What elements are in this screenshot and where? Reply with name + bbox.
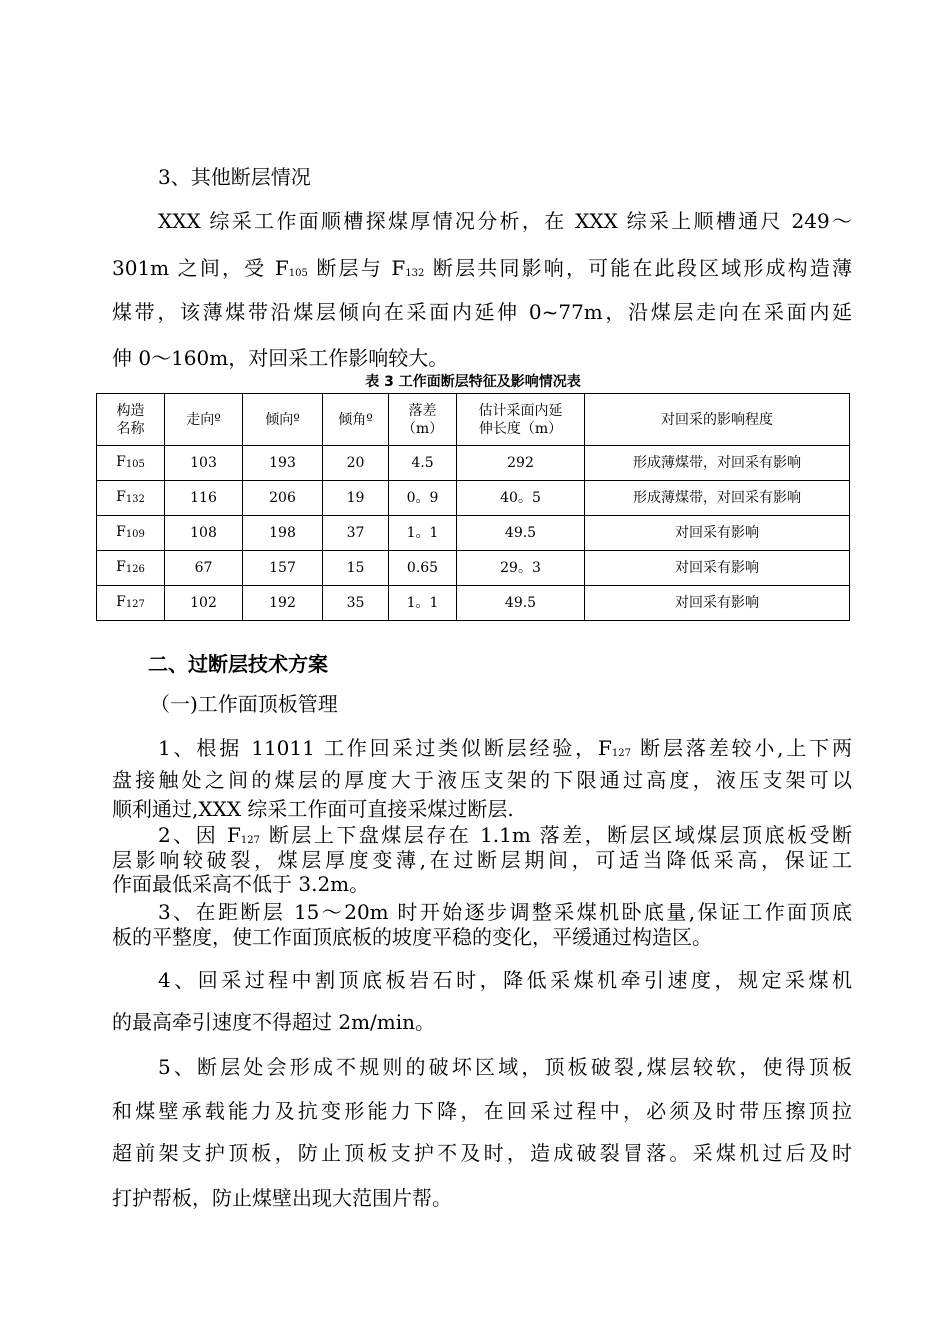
subscript: 127 xyxy=(240,835,260,846)
impact-cell: 对回采有影响 xyxy=(585,586,850,621)
fault-name-cell: F132 xyxy=(97,481,165,516)
para-line: 顺利通过,XXX 综采工作面可直接采煤过断层. xyxy=(112,797,514,821)
para-line: 伸 0～160m，对回采工作影响较大。 xyxy=(112,346,449,370)
subscript: 105 xyxy=(288,268,308,279)
table-header-row xyxy=(97,394,850,446)
dip-angle-cell: 37 xyxy=(323,516,389,551)
extent-cell: 49.5 xyxy=(457,516,585,551)
column-header: 构造 名称 xyxy=(97,394,165,446)
para-line xyxy=(158,736,852,760)
dip-direction-cell: 157 xyxy=(243,551,323,586)
text-run: 1、根据 11011 工作回采过类似断层经验，F xyxy=(158,736,612,760)
throw-cell: 0.65 xyxy=(389,551,457,586)
throw-cell: 1。1 xyxy=(389,586,457,621)
fault-table xyxy=(96,393,850,621)
dip-direction-cell: 193 xyxy=(243,446,323,481)
para-line: 打护帮板，防止煤壁出现大范围片帮。 xyxy=(112,1186,452,1210)
fault-name-cell: F126 xyxy=(97,551,165,586)
column-header: 对回采的影响程度 xyxy=(585,394,850,446)
table-caption: 表 3 工作面断层特征及影响情况表 xyxy=(365,374,581,390)
table-row xyxy=(97,551,850,586)
fault-name-cell: F127 xyxy=(97,586,165,621)
extent-cell: 49.5 xyxy=(457,586,585,621)
column-header: 估计采面内延 伸长度（m） xyxy=(457,394,585,446)
strike-cell: 116 xyxy=(165,481,243,516)
para-line: 的最高牵引速度不得超过 2m/min。 xyxy=(112,1010,436,1034)
table-row xyxy=(97,446,850,481)
throw-cell: 1。1 xyxy=(389,516,457,551)
column-header: 倾向º xyxy=(243,394,323,446)
para-line xyxy=(158,823,852,847)
para-line: 5、断层处会形成不规则的破坏区域，顶板破裂,煤层较软，使得顶板 xyxy=(158,1055,852,1079)
extent-cell: 40。5 xyxy=(457,481,585,516)
para-line: 板的平整度，使工作面顶底板的坡度平稳的变化，平缓通过构造区。 xyxy=(112,925,712,949)
text-run: 301m 之间，受 F xyxy=(112,256,289,280)
column-header: 走向º xyxy=(165,394,243,446)
dip-direction-cell: 206 xyxy=(243,481,323,516)
strike-cell: 67 xyxy=(165,551,243,586)
section-heading-2: 二、过断层技术方案 xyxy=(148,652,328,676)
table-row xyxy=(97,586,850,621)
impact-cell: 形成薄煤带，对回采有影响 xyxy=(585,446,850,481)
column-header: 落差 （m） xyxy=(389,394,457,446)
dip-angle-cell: 15 xyxy=(323,551,389,586)
subscript: 127 xyxy=(611,748,631,759)
dip-direction-cell: 192 xyxy=(243,586,323,621)
text-run: 断层落差较小,上下两 xyxy=(630,736,852,760)
para-line: XXX 综采工作面顺槽探煤厚情况分析，在 XXX 综采上顺槽通尺 249～ xyxy=(158,209,852,233)
throw-cell: 4.5 xyxy=(389,446,457,481)
para-line: 作面最低采高不低于 3.2m。 xyxy=(112,872,370,896)
text-run: 断层上下盘煤层存在 1.1m 落差，断层区域煤层顶底板受断 xyxy=(260,823,852,847)
extent-cell: 29。3 xyxy=(457,551,585,586)
strike-cell: 103 xyxy=(165,446,243,481)
table-row xyxy=(97,481,850,516)
para-line: 和煤壁承载能力及抗变形能力下降，在回采过程中，必须及时带压擦顶拉 xyxy=(112,1099,852,1123)
text-run: 断层与 F xyxy=(307,256,406,280)
para-line: 层影响较破裂，煤层厚度变薄,在过断层期间，可适当降低采高，保证工 xyxy=(112,848,852,872)
para-line xyxy=(112,256,852,280)
para-line: 煤带，该薄煤带沿煤层倾向在采面内延伸 0~77m，沿煤层走向在采面内延 xyxy=(112,300,852,324)
subscript: 132 xyxy=(405,268,425,279)
para-line: 4、回采过程中割顶底板岩石时，降低采煤机牵引速度，规定采煤机 xyxy=(158,968,852,992)
dip-angle-cell: 35 xyxy=(323,586,389,621)
para-line: 盘接触处之间的煤层的厚度大于液压支架的下限通过高度，液压支架可以 xyxy=(112,768,852,792)
para-line: 超前架支护顶板，防止顶板支护不及时，造成破裂冒落。采煤机过后及时 xyxy=(112,1141,852,1165)
text-run: 2、因 F xyxy=(158,823,241,847)
impact-cell: 对回采有影响 xyxy=(585,551,850,586)
text-run: 断层共同影响，可能在此段区域形成构造薄 xyxy=(424,256,853,280)
impact-cell: 形成薄煤带，对回采有影响 xyxy=(585,481,850,516)
extent-cell: 292 xyxy=(457,446,585,481)
dip-direction-cell: 198 xyxy=(243,516,323,551)
throw-cell: 0。9 xyxy=(389,481,457,516)
dip-angle-cell: 20 xyxy=(323,446,389,481)
impact-cell: 对回采有影响 xyxy=(585,516,850,551)
subsection-heading: （一)工作面顶板管理 xyxy=(150,692,338,716)
section-heading-3: 3、其他断层情况 xyxy=(158,165,311,189)
table-row xyxy=(97,516,850,551)
para-line: 3、在距断层 15～20m 时开始逐步调整采煤机卧底量,保证工作面顶底 xyxy=(158,900,852,924)
strike-cell: 108 xyxy=(165,516,243,551)
fault-name-cell: F105 xyxy=(97,446,165,481)
strike-cell: 102 xyxy=(165,586,243,621)
fault-name-cell: F109 xyxy=(97,516,165,551)
column-header: 倾角º xyxy=(323,394,389,446)
dip-angle-cell: 19 xyxy=(323,481,389,516)
